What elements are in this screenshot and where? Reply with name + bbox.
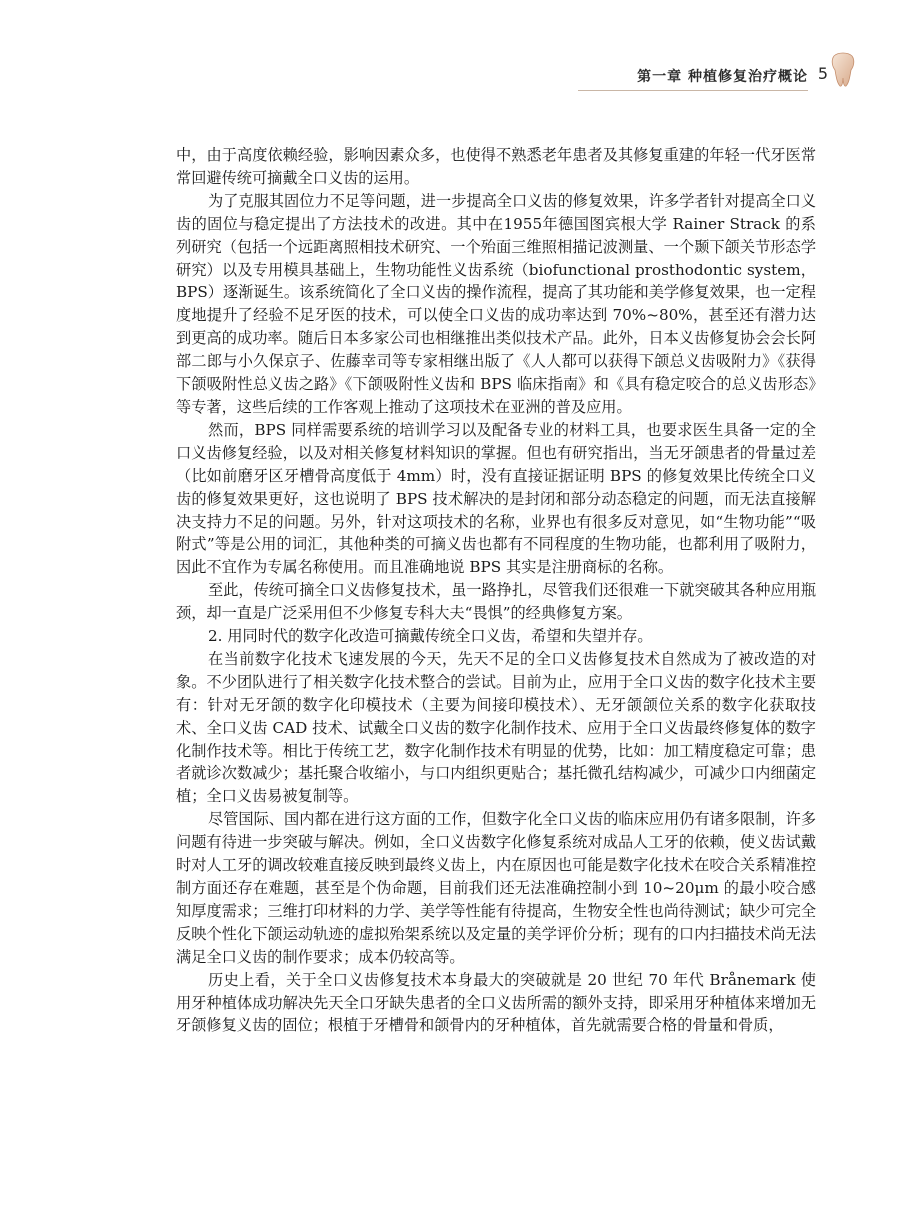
running-header [0, 62, 900, 92]
paragraph: 为了克服其固位力不足等问题，进一步提高全口义齿的修复效果，许多学者针对提高全口义齿的固位与稳定提出了方法技术的改进。其中在1955年德国图宾根大学 Rainer Strack 的系列研究（包括一个远距离照相技术研究、一个殆面三维照相描记波测量、一个颞下颌关节形态学研究）以及专用模具基础上，生物功能性义齿系统（biofunctional prosthodontic system，BPS）逐渐诞生。该系统简化了全口义齿的操作流程，提高了其功能和美学修复效果，也一定程度地提升了经验不足牙医的技术，可以使全口义齿的成功率达到 70%~80%，甚至还有潜力达到更高的成功率。随后日本多家公司也相继推出类似技术产品。此外，日本义齿修复协会会长阿部二郎与小久保京子、佐藤幸司等专家相继出版了《人人都可以获得下颌总义齿吸附力》《获得下颌吸附性总义齿之路》《下颌吸附性义齿和 BPS 临床指南》和《具有稳定咬合的总义齿形态》等专著，这些后续的工作客观上推动了这项技术在亚洲的普及应用。 [176, 191, 816, 416]
paragraph: 然而，BPS 同样需要系统的培训学习以及配备专业的材料工具，也要求医生具备一定的全口义齿修复经验，以及对相关修复材料知识的掌握。但也有研究指出，当无牙颌患者的骨量过差（比如前磨牙区牙槽骨高度低于 4mm）时，没有直接证据证明 BPS 的修复效果比传统全口义齿的修复效果更好，这也说明了 BPS 技术解决的是封闭和部分动态稳定的问题，而无法直接解决支持力不足的问题。另外，针对这项技术的名称，业界也有很多反对意见，如“生物功能”“吸附式”等是公用的词汇，其他种类的可摘义齿也都有不同程度的生物功能，也都利用了吸附力，因此不宜作为专属名称使用。而且准确地说 BPS 其实是注册商标的名称。 [176, 420, 816, 577]
paragraph: 在当前数字化技术飞速发展的今天，先天不足的全口义齿修复技术自然成为了被改造的对象。不少团队进行了相关数字化技术整合的尝试。目前为止，应用于全口义齿的数字化技术主要有：针对无牙颌的数字化印模技术（主要为间接印模技术）、无牙颌颌位关系的数字化获取技术、全口义齿 CAD 技术、试戴全口义齿的数字化制作技术、应用于全口义齿最终修复体的数字化制作技术等。相比于传统工艺，数字化制作技术有明显的优势，比如：加工精度稳定可靠；患者就诊次数减少；基托聚合收缩小，与口内组织更贴合；基托微孔结构减少，可减少口内细菌定植；全口义齿易被复制等。 [176, 649, 816, 806]
paragraph: 中，由于高度依赖经验，影响因素众多，也使得不熟悉老年患者及其修复重建的年轻一代牙医常常回避传统可摘戴全口义齿的运用。 [176, 146, 816, 187]
page-number: 5 [817, 64, 828, 83]
header-rule [578, 90, 808, 91]
paragraph: 尽管国际、国内都在进行这方面的工作，但数字化全口义齿的临床应用仍有诸多限制，许多问题有待进一步突破与解决。例如，全口义齿数字化修复系统对成品人工牙的依赖，使义齿试戴时对人工牙的调改较难直接反映到最终义齿上，内在原因也可能是数字化技术在咬合关系精准控制方面还存在难题，甚至是个伪命题，目前我们还无法准确控制小到 10~20μm 的最小咬合感知厚度需求；三维打印材料的力学、美学等性能有待提高，生物安全性也尚待测试；缺少可完全反映个性化下颌运动轨迹的虚拟殆架系统以及定量的美学评价分析；现有的口内扫描技术尚无法满足全口义齿的制作要求；成本仍较高等。 [176, 810, 816, 966]
chapter-title: 第一章 种植修复治疗概论 [637, 69, 808, 85]
tooth-icon [830, 52, 856, 88]
paragraph: 至此，传统可摘全口义齿修复技术，虽一路挣扎，尽管我们还很难一下就突破其各种应用瓶颈，却一直是广泛采用但不少修复专科大夫“畏惧”的经典修复方案。 [176, 581, 816, 623]
paragraph: 历史上看，关于全口义齿修复技术本身最大的突破就是 20 世纪 70 年代 Brånemark 使用牙种植体成功解决先天全口牙缺失患者的全口义齿所需的额外支持，即采用牙种植体来增加无牙颌修复义齿的固位；根植于牙槽骨和颌骨内的牙种植体，首先就需要合格的骨量和骨质， [176, 970, 816, 1035]
section-heading: 2. 用同时代的数字化改造可摘戴传统全口义齿，希望和失望并存。 [208, 627, 653, 646]
body-text [176, 144, 816, 1037]
